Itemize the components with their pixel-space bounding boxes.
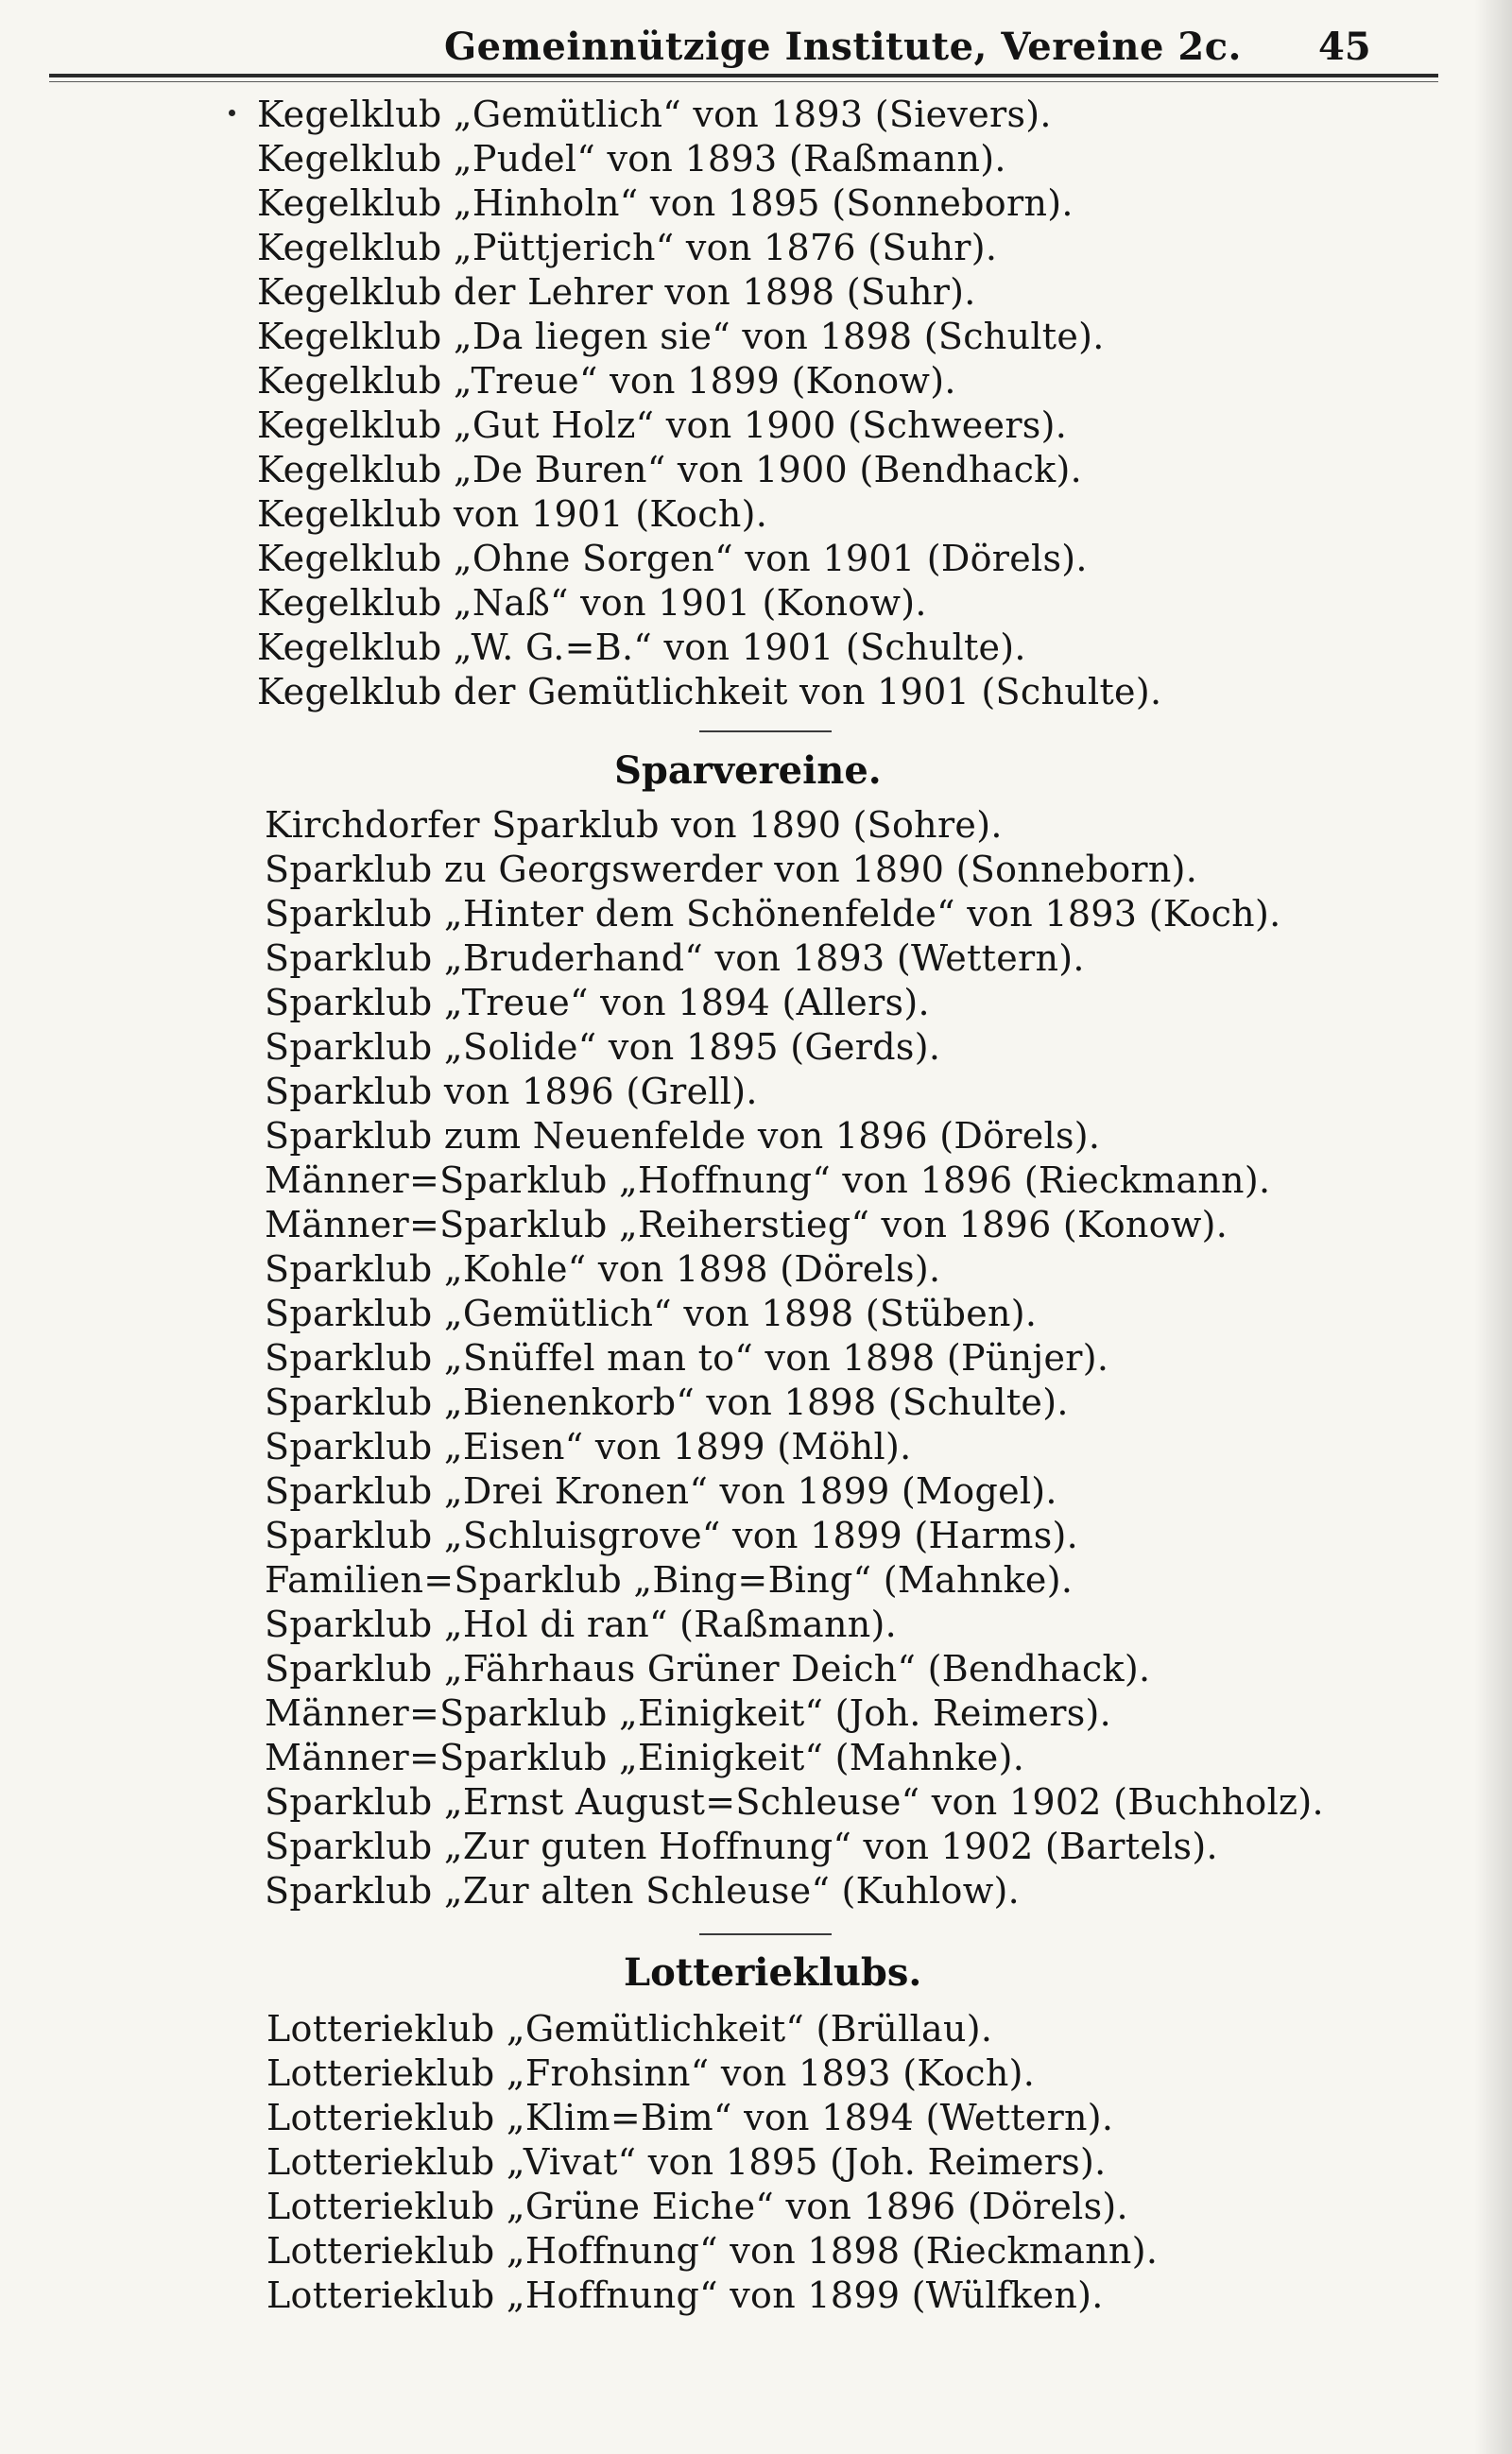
list-item: Kegelklub „Naß“ von 1901 (Konow). bbox=[257, 582, 927, 624]
running-title: Gemeinnützige Institute, Vereine 2c. bbox=[444, 25, 1242, 69]
page-number: 45 bbox=[1318, 25, 1371, 69]
page-header bbox=[0, 17, 1512, 70]
list-item: Kegelklub „Pudel“ von 1893 (Raßmann). bbox=[257, 138, 1006, 180]
section-divider bbox=[699, 1933, 832, 1935]
header-rule-thin bbox=[49, 81, 1438, 82]
list-item: Sparklub „Eisen“ von 1899 (Möhl). bbox=[265, 1426, 912, 1467]
list-item: Sparklub „Snüffel man to“ von 1898 (Pünjer). bbox=[265, 1337, 1109, 1379]
list-item: Sparklub „Zur guten Hoffnung“ von 1902 (Bartels). bbox=[265, 1826, 1218, 1867]
list-item: Kegelklub „Püttjerich“ von 1876 (Suhr). bbox=[257, 227, 998, 268]
list-item: Familien=Sparklub „Bing=Bing“ (Mahnke). bbox=[265, 1559, 1074, 1601]
list-item: Kegelklub der Lehrer von 1898 (Suhr). bbox=[257, 271, 976, 313]
list-item: Sparklub „Drei Kronen“ von 1899 (Mogel). bbox=[265, 1470, 1057, 1512]
list-item: Kegelklub „Gut Holz“ von 1900 (Schweers). bbox=[257, 404, 1068, 446]
list-item: Kegelklub „Gemütlich“ von 1893 (Sievers). bbox=[257, 94, 1052, 135]
list-item: Kegelklub „Da liegen sie“ von 1898 (Schulte). bbox=[257, 316, 1105, 357]
list-item: Sparklub „Kohle“ von 1898 (Dörels). bbox=[265, 1248, 941, 1290]
list-item: Lotterieklub „Grüne Eiche“ von 1896 (Dörels). bbox=[266, 2186, 1128, 2227]
list-item: Kirchdorfer Sparklub von 1890 (Sohre). bbox=[265, 804, 1003, 846]
list-item: Männer=Sparklub „Einigkeit“ (Joh. Reimers). bbox=[265, 1692, 1112, 1734]
list-item: Sparklub zu Georgswerder von 1890 (Sonneborn). bbox=[265, 849, 1198, 890]
list-item: Sparklub „Bienenkorb“ von 1898 (Schulte). bbox=[265, 1381, 1069, 1423]
list-item: Sparklub „Gemütlich“ von 1898 (Stüben). bbox=[265, 1293, 1038, 1334]
list-item: Männer=Sparklub „Einigkeit“ (Mahnke). bbox=[265, 1737, 1025, 1778]
list-item: Sparklub „Ernst August=Schleuse“ von 1902 (Buchholz). bbox=[265, 1781, 1324, 1823]
list-item: Lotterieklub „Vivat“ von 1895 (Joh. Reimers). bbox=[266, 2141, 1107, 2183]
list-item: Sparklub „Hol di ran“ (Raßmann). bbox=[265, 1604, 898, 1645]
list-item: Lotterieklub „Hoffnung“ von 1898 (Rieckmann). bbox=[266, 2230, 1159, 2272]
section-heading-sparvereine: Sparvereine. bbox=[614, 748, 882, 793]
list-item: Kegelklub der Gemütlichkeit von 1901 (Schulte). bbox=[257, 671, 1162, 712]
list-item: Sparklub „Fährhaus Grüner Deich“ (Bendhack). bbox=[265, 1648, 1151, 1690]
list-item: Kegelklub von 1901 (Koch). bbox=[257, 493, 768, 535]
list-item: Sparklub von 1896 (Grell). bbox=[265, 1071, 758, 1112]
list-item: Lotterieklub „Frohsinn“ von 1893 (Koch). bbox=[266, 2052, 1036, 2094]
list-item: Sparklub „Treue“ von 1894 (Allers). bbox=[265, 982, 930, 1023]
section-heading-lotterieklubs: Lotterieklubs. bbox=[624, 1950, 922, 1995]
list-item: Sparklub „Zur alten Schleuse“ (Kuhlow). bbox=[265, 1870, 1021, 1912]
margin-dot bbox=[229, 110, 235, 116]
header-rule bbox=[49, 74, 1438, 77]
list-item: Sparklub zum Neuenfelde von 1896 (Dörels). bbox=[265, 1115, 1101, 1157]
list-item: Sparklub „Hinter dem Schönenfelde“ von 1893 (Koch). bbox=[265, 893, 1281, 935]
list-item: Sparklub „Solide“ von 1895 (Gerds). bbox=[265, 1026, 941, 1068]
list-item: Lotterieklub „Gemütlichkeit“ (Brüllau). bbox=[266, 2008, 993, 2050]
section-divider bbox=[699, 730, 832, 732]
list-item: Männer=Sparklub „Reiherstieg“ von 1896 (Konow). bbox=[265, 1204, 1228, 1245]
page-edge-shadow bbox=[1474, 0, 1512, 2454]
list-item: Kegelklub „Ohne Sorgen“ von 1901 (Dörels). bbox=[257, 538, 1088, 579]
list-item: Kegelklub „Treue“ von 1899 (Konow). bbox=[257, 360, 956, 402]
list-item: Sparklub „Schluisgrove“ von 1899 (Harms). bbox=[265, 1515, 1079, 1556]
list-item: Männer=Sparklub „Hoffnung“ von 1896 (Rieckmann). bbox=[265, 1159, 1271, 1201]
list-item: Kegelklub „Hinholn“ von 1895 (Sonneborn). bbox=[257, 182, 1074, 224]
list-item: Sparklub „Bruderhand“ von 1893 (Wettern). bbox=[265, 937, 1085, 979]
list-item: Lotterieklub „Hoffnung“ von 1899 (Wülfken). bbox=[266, 2274, 1104, 2316]
list-item: Kegelklub „De Buren“ von 1900 (Bendhack). bbox=[257, 449, 1082, 490]
list-item: Kegelklub „W. G.=B.“ von 1901 (Schulte). bbox=[257, 626, 1026, 668]
list-item: Lotterieklub „Klim=Bim“ von 1894 (Wettern). bbox=[266, 2097, 1114, 2138]
